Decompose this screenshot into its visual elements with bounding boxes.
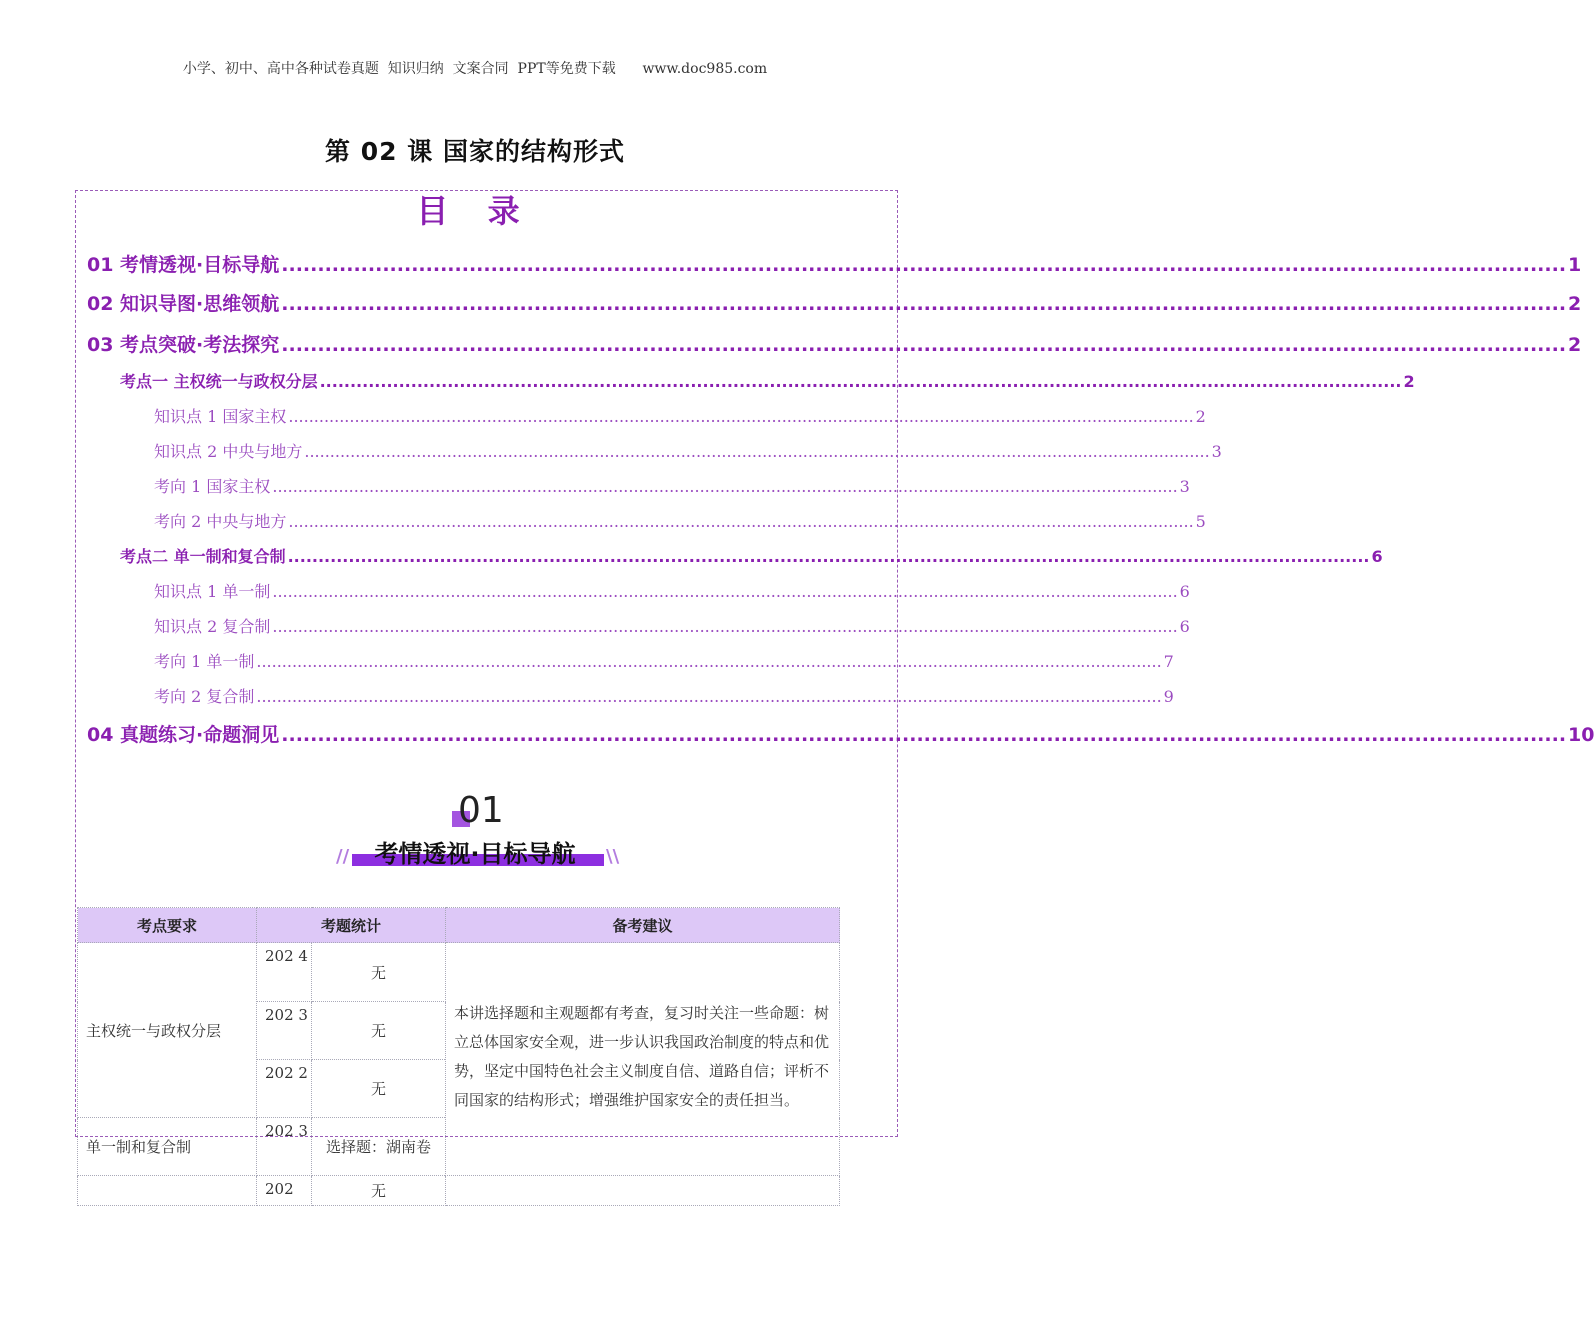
advice-cell	[446, 943, 840, 1176]
toc-page-number: 6	[1179, 582, 1190, 601]
toc-entry-label: 考向 1 单一制	[154, 652, 255, 671]
toc-entry[interactable]	[154, 474, 1190, 497]
toc-heading: 目 录	[416, 192, 534, 230]
header-advice: 备考建议	[446, 908, 840, 943]
toc-leader: ..................................................................................................................................................................................	[281, 724, 1567, 746]
toc-page-number: 7	[1163, 652, 1174, 671]
toc-entry[interactable]	[87, 330, 1582, 357]
decor-slash-right: \\	[606, 846, 620, 867]
toc-entry[interactable]	[154, 614, 1190, 637]
stat-cell: 无	[312, 1176, 446, 1206]
toc-leader: ..................................................................................................................................................................................	[272, 617, 1178, 636]
toc-entry-label: 02 知识导图·思维领航	[87, 293, 280, 315]
toc-leader: ..................................................................................................................................................................................	[319, 372, 1402, 391]
toc-page-number: 2	[1568, 293, 1582, 315]
requirement-cell: 主权统一与政权分层	[78, 943, 257, 1118]
toc-leader: ..................................................................................................................................................................................	[304, 442, 1210, 461]
stat-cell: 无	[312, 1060, 446, 1118]
toc-page-number: 3	[1211, 442, 1222, 461]
header-statistics: 考题统计	[257, 908, 446, 943]
toc-page-number: 2	[1568, 334, 1582, 356]
toc-page-number: 2	[1195, 407, 1206, 426]
toc-leader: ..................................................................................................................................................................................	[272, 582, 1178, 601]
toc-entry-label: 考向 2 中央与地方	[154, 512, 287, 531]
document-title: 第 02 课 国家的结构形式	[325, 137, 625, 166]
toc-page-number: 5	[1195, 512, 1206, 531]
toc-page-number: 6	[1179, 617, 1190, 636]
toc-page-number: 10	[1568, 724, 1595, 746]
toc-page-number: 1	[1568, 254, 1582, 276]
year-cell: 202 3	[257, 1002, 312, 1060]
toc-page-number: 2	[1403, 372, 1415, 391]
toc-leader: ..................................................................................................................................................................................	[288, 512, 1194, 531]
toc-leader: ..................................................................................................................................................................................	[256, 687, 1162, 706]
toc-entry[interactable]	[120, 544, 1383, 567]
toc-entry-label: 知识点 1 国家主权	[154, 407, 287, 426]
toc-entry-label: 01 考情透视·目标导航	[87, 254, 280, 276]
toc-entry-label: 考向 1 国家主权	[154, 477, 271, 496]
toc-entry[interactable]	[154, 509, 1206, 532]
table-row	[78, 943, 840, 1002]
advice-cell-empty	[446, 1176, 840, 1206]
decor-slash-left: //	[336, 846, 350, 867]
toc-entry-label: 03 考点突破·考法探究	[87, 334, 280, 356]
page-header: 小学、初中、高中各种试卷真题 知识归纳 文案合同 PPT等免费下载 www.doc985.com	[182, 61, 768, 77]
toc-entry[interactable]	[87, 289, 1582, 316]
advice-text: 本讲选择题和主观题都有考查，复习时关注一些命题：树立总体国家安全观，进一步认识我国政治制度的特点和优势，坚定中国特色社会主义制度自信、道路自信；评析不同国家的结构形式；增强维护国家安全的责任担当。	[454, 1004, 830, 1109]
toc-entry[interactable]	[154, 439, 1222, 462]
toc-entry-label: 考点二 单一制和复合制	[120, 547, 286, 566]
stat-cell: 无	[312, 943, 446, 1002]
toc-leader: ..................................................................................................................................................................................	[281, 334, 1567, 356]
section-number: 01	[458, 790, 504, 831]
toc-page-number: 9	[1163, 687, 1174, 706]
toc-entry[interactable]	[87, 720, 1595, 747]
stat-cell: 无	[312, 1002, 446, 1060]
toc-leader: ..................................................................................................................................................................................	[281, 254, 1567, 276]
table-header-row	[78, 908, 840, 943]
toc-leader: ..................................................................................................................................................................................	[272, 477, 1178, 496]
requirement-cell: 单一制和复合制	[78, 1118, 257, 1176]
toc-entry-label: 考向 2 复合制	[154, 687, 255, 706]
header-requirement: 考点要求	[78, 908, 257, 943]
table-row	[78, 1176, 840, 1206]
toc-entry[interactable]	[154, 649, 1174, 672]
toc-entry[interactable]	[120, 369, 1415, 392]
toc-entry-label: 知识点 2 复合制	[154, 617, 271, 636]
toc-entry-label: 知识点 2 中央与地方	[154, 442, 303, 461]
toc-entry[interactable]	[154, 684, 1174, 707]
exam-overview-table	[77, 907, 840, 1206]
year-cell: 202 4	[257, 943, 312, 1002]
toc-entry[interactable]	[87, 250, 1582, 277]
toc-leader: ..................................................................................................................................................................................	[287, 547, 1370, 566]
year-cell: 202 2	[257, 1060, 312, 1118]
toc-entry-label: 知识点 1 单一制	[154, 582, 271, 601]
section-title: 考情透视·目标导航	[374, 840, 576, 868]
toc-entry[interactable]	[154, 579, 1190, 602]
toc-page-number: 3	[1179, 477, 1190, 496]
toc-entry-label: 考点一 主权统一与政权分层	[120, 372, 318, 391]
requirement-cell-empty	[78, 1176, 257, 1206]
year-cell: 202 3	[257, 1118, 312, 1176]
toc-leader: ..................................................................................................................................................................................	[256, 652, 1162, 671]
stat-cell: 选择题：湖南卷	[312, 1118, 446, 1176]
toc-entry-label: 04 真题练习·命题洞见	[87, 724, 280, 746]
toc-page-number: 6	[1371, 547, 1383, 566]
toc-leader: ..................................................................................................................................................................................	[288, 407, 1194, 426]
year-cell: 202	[257, 1176, 312, 1206]
toc-leader: ..................................................................................................................................................................................	[281, 293, 1567, 315]
toc-entry[interactable]	[154, 404, 1206, 427]
